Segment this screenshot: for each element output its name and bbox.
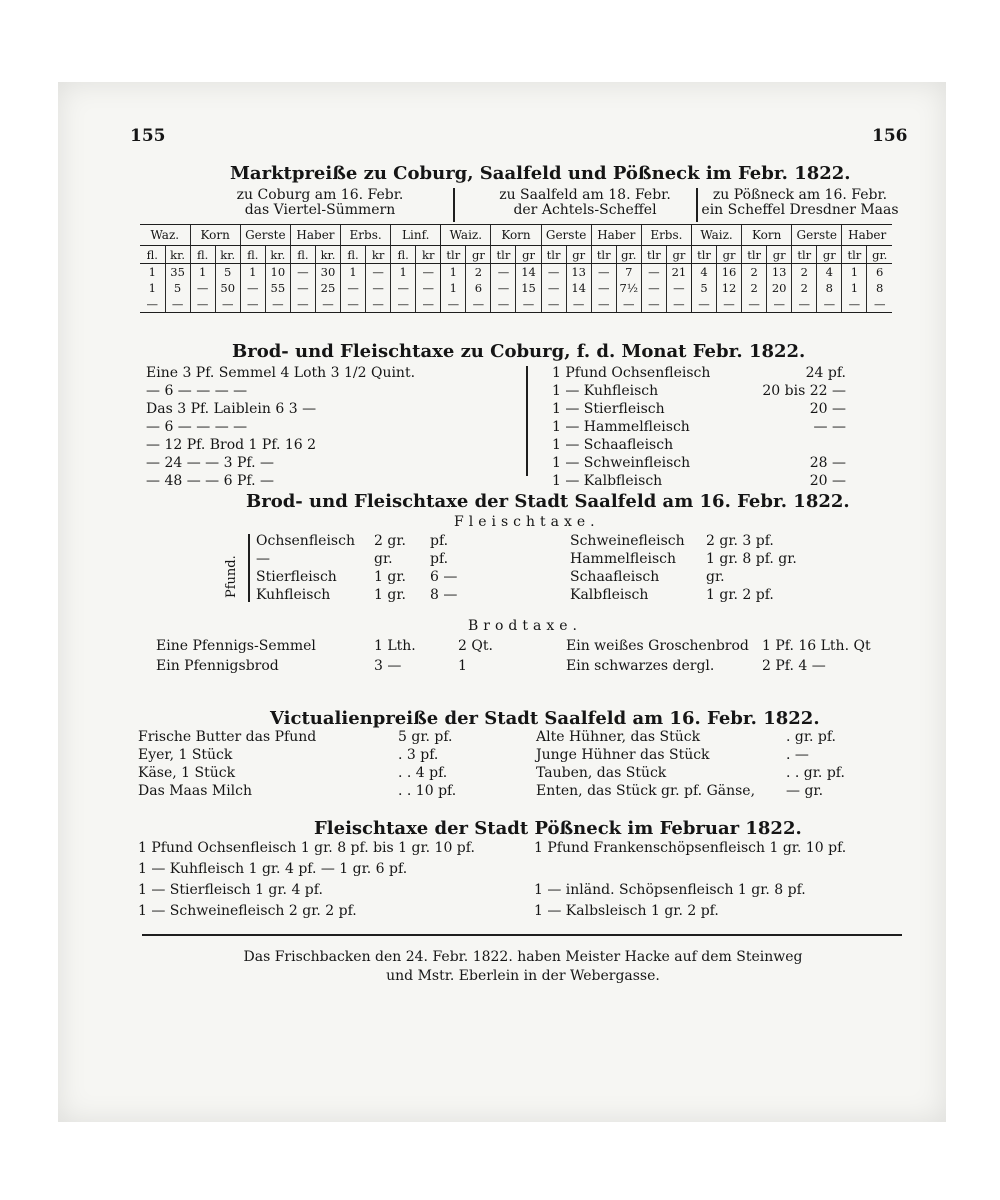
victualien-left-row-cell: 5 gr. pf. <box>398 729 453 745</box>
price-cell: — <box>717 296 742 313</box>
saalfeld-brod-left-row-cell: 3 — <box>374 658 402 674</box>
saalfeld-fleisch-right-row <box>570 568 846 586</box>
price-cell: 5 <box>215 264 240 281</box>
price-cell: — <box>491 264 516 281</box>
price-cell: 25 <box>315 280 340 296</box>
price-cell: 1 <box>341 264 366 281</box>
footer-line-1: Das Frischbacken den 24. Febr. 1822. haben Meister Hacke auf dem Steinweg <box>243 949 803 965</box>
unit-header: gr <box>516 246 541 264</box>
coburg-fleisch-price: — — <box>813 419 846 435</box>
unit-header: kr. <box>265 246 290 264</box>
saalfeld-fleisch-left-row-cell: 2 gr. <box>374 533 406 549</box>
saalfeld-brod-heading: Brodtaxe. <box>468 618 582 634</box>
unit-header: kr. <box>315 246 340 264</box>
saalfeld-header <box>470 188 700 218</box>
saalfeld-header-line-2: der Achtels-Scheffel <box>513 202 657 218</box>
coburg-header-line-1: zu Coburg am 16. Febr. <box>236 187 404 203</box>
commodity-header: Haber <box>290 225 340 246</box>
coburg-divider <box>526 366 528 476</box>
victualien-left-row-cell: . 3 pf. <box>398 747 439 763</box>
poessneck-line-cell: 1 Pfund Frankenschöpsenfleisch 1 gr. 10 pf. <box>534 840 847 856</box>
price-cell: — <box>290 296 315 313</box>
price-cell: 35 <box>165 264 190 281</box>
commodity-header: Waiz. <box>691 225 741 246</box>
victualien-right <box>536 728 896 800</box>
saalfeld-pfund-label-box <box>224 540 242 598</box>
price-cell: — <box>341 280 366 296</box>
unit-header: kr. <box>215 246 240 264</box>
coburg-fleisch-name: 1 — Schweinfleisch <box>552 455 691 471</box>
coburg-brod-line: — 48 — — 6 Pf. — <box>146 473 274 489</box>
saalfeld-fleisch-right-row <box>570 550 846 568</box>
victualien-right-row-cell: Enten, das Stück gr. pf. Gänse, <box>536 783 756 799</box>
poessneck-line-cell: 1 — inländ. Schöpsenfleisch 1 gr. 8 pf. <box>534 882 806 898</box>
saalfeld-fleisch-right-row-cell: 1 gr. 2 pf. <box>706 587 774 603</box>
price-cell: — <box>541 296 566 313</box>
commodity-header: Korn <box>742 225 792 246</box>
saalfeld-fleisch-right-row <box>570 532 846 550</box>
unit-header: tlr <box>541 246 566 264</box>
price-cell: — <box>591 280 616 296</box>
price-cell: — <box>641 296 666 313</box>
price-cell: 4 <box>691 264 716 281</box>
price-cell: 1 <box>148 281 156 295</box>
unit-header: tlr <box>441 246 466 264</box>
victualien-right-row-cell: Junge Hühner das Stück <box>536 747 710 763</box>
poessneck-line-cell <box>534 859 896 880</box>
victualien-left-row-cell: Käse, 1 Stück <box>138 765 236 781</box>
saalfeld-fleisch-heading: Fleischtaxe. <box>454 514 600 530</box>
saalfeld-fleisch-right-row-cell: 2 gr. 3 pf. <box>706 533 774 549</box>
price-cell: 4 <box>817 264 842 281</box>
price-cell: 7½ <box>616 280 641 296</box>
saalfeld-fleisch-left-row-cell: Ochsenfleisch <box>256 533 355 549</box>
price-cell: 1 <box>842 280 867 296</box>
price-cell: — <box>666 296 691 313</box>
commodity-header: Korn <box>491 225 541 246</box>
price-cell: 14 <box>566 280 591 296</box>
saalfeld-brod-left-row <box>156 656 498 676</box>
commodity-header: Gerste <box>541 225 591 246</box>
commodity-header: Korn <box>190 225 240 246</box>
price-cell: — <box>516 296 541 313</box>
victualien-right-row <box>536 782 896 800</box>
commodity-header: Erbs. <box>341 225 391 246</box>
price-cell: — <box>566 296 591 313</box>
victualien-left-row-cell: Das Maas Milch <box>138 783 253 799</box>
price-cell: — <box>441 296 466 313</box>
unit-header: fl. <box>140 246 165 264</box>
victualien-title: Victualienpreiße der Stadt Saalfeld am 16. Febr. 1822. <box>270 708 820 729</box>
price-cell: 2 <box>792 280 817 296</box>
price-cell: — <box>215 296 240 313</box>
unit-header: fl. <box>391 246 416 264</box>
price-cell: — <box>240 280 265 296</box>
poessneck-line <box>138 901 898 922</box>
unit-header: tlr <box>491 246 516 264</box>
price-cell: 5 <box>691 280 716 296</box>
saalfeld-fleisch-left-row-cell: pf. <box>430 533 449 549</box>
victualien-left-row <box>138 764 508 782</box>
price-cell: 1 <box>441 280 466 296</box>
saalfeld-fleisch-right-row-cell: Schweinefleisch <box>570 533 685 549</box>
saalfeld-brod-left-row-cell: 1 <box>458 658 467 674</box>
unit-header: gr <box>717 246 742 264</box>
poessneck-line <box>138 859 898 880</box>
commodity-header: Linf. <box>391 225 441 246</box>
commodity-header: Erbs. <box>641 225 691 246</box>
unit-header: tlr <box>792 246 817 264</box>
unit-header: gr <box>817 246 842 264</box>
coburg-fleisch-price: 24 pf. <box>805 365 846 381</box>
footer-note <box>206 948 840 986</box>
price-cell: — <box>341 296 366 313</box>
victualien-right-row <box>536 728 896 746</box>
unit-header: tlr <box>842 246 867 264</box>
poessneck-header <box>700 188 900 218</box>
saalfeld-fleisch-left-row <box>256 568 490 586</box>
price-cell: 1 <box>441 264 466 281</box>
saalfeld-fleisch-left-row <box>256 586 490 604</box>
price-cell: 20 <box>767 280 792 296</box>
coburg-fleisch-names <box>552 364 710 490</box>
price-cell: 50 <box>215 280 240 296</box>
coburg-fleisch-price: 20 bis 22 — <box>762 383 846 399</box>
price-cell: 8 <box>867 280 892 296</box>
unit-header: gr <box>466 246 491 264</box>
saalfeld-fleisch-left-row-cell: 1 gr. <box>374 587 406 603</box>
victualien-right-row-cell: . gr. pf. <box>786 729 837 745</box>
poessneck-line-cell: 1 — Stierfleisch 1 gr. 4 pf. <box>138 882 323 898</box>
coburg-fleisch-name: 1 — Hammelfleisch <box>552 419 690 435</box>
saalfeld-fleisch-right <box>570 532 846 604</box>
coburg-brod-line: — 6 — — — — <box>146 383 248 399</box>
price-cell: — <box>842 296 867 313</box>
price-cell: — <box>190 280 215 296</box>
victualien-left-row <box>138 728 508 746</box>
price-cell: 1 <box>842 264 867 281</box>
price-cell: 13 <box>566 264 591 281</box>
price-cell: — <box>190 296 215 313</box>
saalfeld-brod-right-row <box>566 636 922 656</box>
price-cell: — <box>290 264 315 281</box>
coburg-header <box>200 188 440 218</box>
price-cell: — <box>591 296 616 313</box>
price-cell: 6 <box>867 264 892 281</box>
price-cell: — <box>792 296 817 313</box>
saalfeld-brod-right <box>566 636 922 676</box>
coburg-fleisch-price: 20 — <box>809 401 846 417</box>
saalfeld-fleisch-left-row <box>256 532 490 550</box>
victualien-right-row-cell: Alte Hühner, das Stück <box>536 729 701 745</box>
price-cell: — <box>416 280 441 296</box>
price-cell: — <box>140 296 165 313</box>
saalfeld-brod-right-row-cell: 1 Pf. 16 Lth. Qt <box>762 638 871 654</box>
unit-header: kr. <box>165 246 190 264</box>
saalfeld-brod-right-row-cell: Ein schwarzes dergl. <box>566 658 715 674</box>
price-cell: — <box>391 280 416 296</box>
saalfeld-fleisch-left-row-cell: 6 — <box>430 569 458 585</box>
saalfeld-fleisch-left-row-cell: 8 — <box>430 587 458 603</box>
saalfeld-taxe-title: Brod- und Fleischtaxe der Stadt Saalfeld am 16. Febr. 1822. <box>246 491 850 512</box>
header-divider-1 <box>453 188 455 222</box>
unit-header: gr <box>566 246 591 264</box>
saalfeld-fleisch-right-row-cell: Kalbfleisch <box>570 587 649 603</box>
price-cell: 2 <box>742 264 767 281</box>
price-cell: — <box>541 280 566 296</box>
unit-header: fl. <box>290 246 315 264</box>
poessneck-header-line-1: zu Pößneck am 16. Febr. <box>712 187 888 203</box>
poessneck-line <box>138 838 898 859</box>
saalfeld-fleisch-left <box>256 532 490 604</box>
price-cell: — <box>641 280 666 296</box>
saalfeld-brod-left <box>156 636 498 676</box>
page-number-left: 155 <box>130 126 166 146</box>
price-cell: — <box>591 264 616 281</box>
victualien-left-row-cell: . . 10 pf. <box>398 783 457 799</box>
saalfeld-fleisch-left-row-cell: gr. <box>374 551 393 567</box>
price-cell: 14 <box>516 264 541 281</box>
unit-header: tlr <box>691 246 716 264</box>
poessneck-line-cell: 1 Pfund Ochsenfleisch 1 gr. 8 pf. bis 1 gr. 10 pf. <box>138 840 475 856</box>
saalfeld-brod-left-row-cell: Eine Pfennigs-Semmel <box>156 638 316 654</box>
price-cell: 2 <box>466 264 491 281</box>
price-cell: 1 <box>391 264 416 281</box>
price-cell: — <box>416 264 441 281</box>
coburg-taxe-title: Brod- und Fleischtaxe zu Coburg, f. d. Monat Febr. 1822. <box>232 341 806 362</box>
coburg-brod-list <box>146 364 415 490</box>
victualien-right-row <box>536 746 896 764</box>
unit-header: tlr <box>742 246 767 264</box>
price-cell: — <box>691 296 716 313</box>
price-cell: 10 <box>265 264 290 281</box>
unit-header: gr. <box>616 246 641 264</box>
price-cell: — <box>641 264 666 281</box>
price-cell: 5 <box>165 280 190 296</box>
unit-header: gr. <box>867 246 892 264</box>
coburg-fleisch-price: 28 — <box>809 455 846 471</box>
price-cell: — <box>366 296 391 313</box>
price-cell: 6 <box>466 280 491 296</box>
saalfeld-brod-right-row-cell: Ein weißes Groschenbrod <box>566 638 749 654</box>
price-cell: 2 <box>742 280 767 296</box>
price-cell: 16 <box>717 264 742 281</box>
price-cell: — <box>315 296 340 313</box>
unit-header: fl. <box>190 246 215 264</box>
price-cell: — <box>265 296 290 313</box>
victualien-right-row <box>536 764 896 782</box>
price-cell: — <box>366 280 391 296</box>
victualien-left <box>138 728 508 800</box>
unit-header: kr <box>416 246 441 264</box>
saalfeld-fleisch-right-row-cell: gr. <box>706 569 725 585</box>
page-number-right: 156 <box>872 126 908 146</box>
saalfeld-fleisch-right-row-cell: Hammelfleisch <box>570 551 677 567</box>
saalfeld-fleisch-left-row-cell: Stierfleisch <box>256 569 337 585</box>
victualien-right-row-cell: — gr. <box>786 783 824 799</box>
coburg-fleisch-name: 1 Pfund Ochsenfleisch <box>552 365 711 381</box>
coburg-fleisch-name: 1 — Kuhfleisch <box>552 383 659 399</box>
price-cell: — <box>491 296 516 313</box>
poessneck-line-cell: 1 — Schweinefleisch 2 gr. 2 pf. <box>138 903 357 919</box>
price-cell: 1 <box>240 264 265 281</box>
price-cell: — <box>416 296 441 313</box>
coburg-fleisch-name: 1 — Kalbfleisch <box>552 473 663 489</box>
market-prices-title: Marktpreiße zu Coburg, Saalfeld und Pößneck im Febr. 1822. <box>230 163 851 184</box>
price-cell: — <box>817 296 842 313</box>
coburg-brod-line: Das 3 Pf. Laiblein 6 3 — <box>146 401 317 417</box>
saalfeld-fleisch-left-row-cell: Kuhfleisch <box>256 587 331 603</box>
price-cell: — <box>240 296 265 313</box>
victualien-right-row-cell: . . gr. pf. <box>786 765 845 781</box>
unit-header: gr <box>666 246 691 264</box>
victualien-left-row-cell: Frische Butter das Pfund <box>138 729 317 745</box>
coburg-fleisch-price <box>746 436 846 454</box>
coburg-fleisch-name: 1 — Schaafleisch <box>552 437 674 453</box>
commodity-header: Haber <box>591 225 641 246</box>
price-cell: — <box>290 280 315 296</box>
victualien-left-row <box>138 746 508 764</box>
price-cell: 12 <box>717 280 742 296</box>
price-cell: — <box>742 296 767 313</box>
price-cell: 30 <box>315 264 340 281</box>
commodity-header: Gerste <box>240 225 290 246</box>
poessneck-lines <box>138 838 898 922</box>
victualien-right-row-cell: Tauben, das Stück <box>536 765 667 781</box>
coburg-fleisch-price: 20 — <box>809 473 846 489</box>
footer-line-2: und Mstr. Eberlein in der Webergasse. <box>386 968 660 984</box>
unit-header: tlr <box>641 246 666 264</box>
price-cell: 55 <box>265 280 290 296</box>
saalfeld-fleisch-right-row-cell: 1 gr. 8 pf. gr. <box>706 551 797 567</box>
saalfeld-fleisch-left-row-cell: — <box>256 551 270 567</box>
saalfeld-fleisch-left-row <box>256 550 490 568</box>
coburg-brod-line: — 12 Pf. Brod 1 Pf. 16 2 <box>146 437 317 453</box>
commodity-header: Waiz. <box>441 225 491 246</box>
saalfeld-brod-left-row-cell: 1 Lth. <box>374 638 416 654</box>
poessneck-line <box>138 880 898 901</box>
price-cell: — <box>466 296 491 313</box>
price-cell: 15 <box>516 280 541 296</box>
header-divider-2 <box>696 188 698 222</box>
saalfeld-brod-right-row <box>566 656 922 676</box>
price-cell: — <box>666 280 691 296</box>
saalfeld-fleisch-left-row-cell: 1 gr. <box>374 569 406 585</box>
saalfeld-brod-left-row-cell: 2 Qt. <box>458 638 493 654</box>
poessneck-line-cell: 1 — Kalbsleisch 1 gr. 2 pf. <box>534 903 719 919</box>
price-cell: — <box>541 264 566 281</box>
price-cell: — <box>616 296 641 313</box>
commodity-header: Haber <box>842 225 892 246</box>
price-cell: — <box>391 296 416 313</box>
saalfeld-fleisch-left-row-cell: pf. <box>430 551 449 567</box>
coburg-header-line-2: das Viertel-Sümmern <box>244 202 396 218</box>
price-cell: 8 <box>817 280 842 296</box>
saalfeld-brod-right-row-cell: 2 Pf. 4 — <box>762 658 826 674</box>
victualien-right-row-cell: . — <box>786 747 809 763</box>
unit-header: fl. <box>341 246 366 264</box>
coburg-brod-line: Eine 3 Pf. Semmel 4 Loth 3 1/2 Quint. <box>146 365 416 381</box>
coburg-brod-line: — 24 — — 3 Pf. — <box>146 455 274 471</box>
coburg-fleisch-name: 1 — Stierfleisch <box>552 401 665 417</box>
price-cell: 7 <box>616 264 641 281</box>
coburg-brod-line: — 6 — — — — <box>146 419 248 435</box>
saalfeld-pfund-label: Pfund. <box>224 555 239 598</box>
poessneck-line-cell: 1 — Kuhfleisch 1 gr. 4 pf. — 1 gr. 6 pf. <box>138 861 408 877</box>
price-cell: 13 <box>767 264 792 281</box>
victualien-left-row-cell: Eyer, 1 Stück <box>138 747 233 763</box>
price-cell: 1 <box>148 265 156 279</box>
saalfeld-brod-left-row-cell: Ein Pfennigsbrod <box>156 658 279 674</box>
saalfeld-brod-left-row <box>156 636 498 656</box>
saalfeld-fleisch-right-row <box>570 586 846 604</box>
victualien-left-row <box>138 782 508 800</box>
unit-header: gr <box>767 246 792 264</box>
footer-rule <box>142 934 902 936</box>
price-cell: 21 <box>666 264 691 281</box>
poessneck-title: Fleischtaxe der Stadt Pößneck im Februar 1822. <box>314 818 802 839</box>
pfund-bracket <box>248 534 250 602</box>
saalfeld-header-line-1: zu Saalfeld am 18. Febr. <box>499 187 671 203</box>
unit-header: tlr <box>591 246 616 264</box>
poessneck-header-line-2: ein Scheffel Dresdner Maas <box>701 202 899 218</box>
commodity-header: Waz. <box>140 225 190 246</box>
price-cell: 2 <box>792 264 817 281</box>
coburg-fleisch-prices <box>746 364 846 490</box>
price-cell: — <box>165 296 190 313</box>
unit-header: kr <box>366 246 391 264</box>
saalfeld-fleisch-right-row-cell: Schaafleisch <box>570 569 660 585</box>
price-cell: 1 <box>190 264 215 281</box>
price-cell: — <box>366 264 391 281</box>
price-cell: — <box>767 296 792 313</box>
price-cell: — <box>491 280 516 296</box>
unit-header: fl. <box>240 246 265 264</box>
market-prices-table <box>140 224 892 313</box>
victualien-left-row-cell: . . 4 pf. <box>398 765 448 781</box>
price-cell: — <box>867 296 892 313</box>
commodity-header: Gerste <box>792 225 842 246</box>
